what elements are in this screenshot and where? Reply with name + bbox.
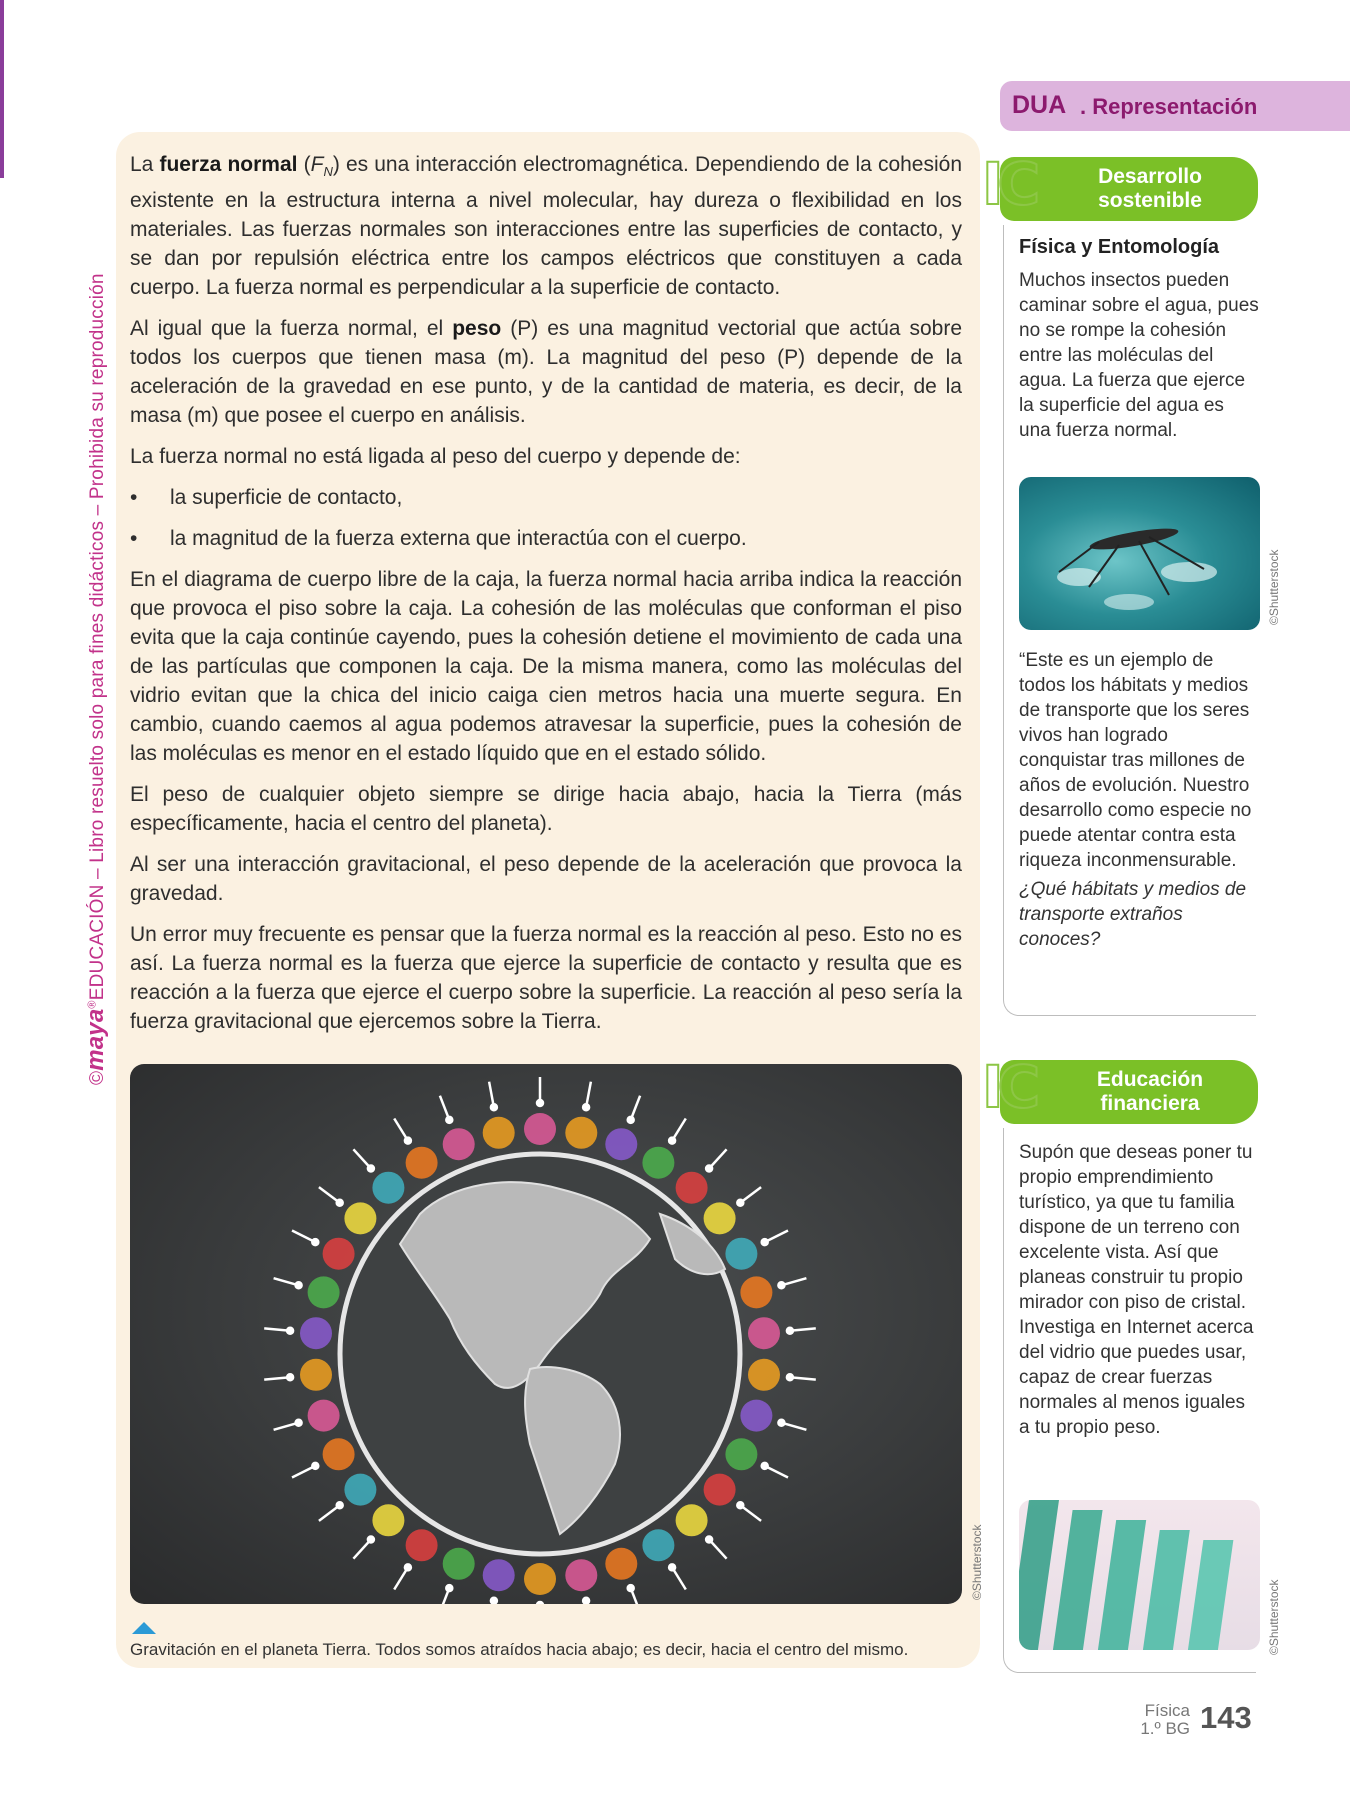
paragraph-weight: Al igual que la fuerza normal, el peso (P) es una magnitud vectorial que actúa sobre todos los cuerpos que tienen masa (m). La magnitud del peso (P) depende de la aceleración de la gravedad en ese punto, y de la cantidad de materia, es decir, de la masa (m) que posee el cuerpo en análisis.	[130, 317, 962, 428]
bullet-list	[130, 483, 962, 553]
side-text-financiera: Supón que deseas poner tu propio emprendimiento turístico, ya que tu familia dispone de un terreno con excelente vista. Así que planeas construir tu propio mirador con piso de cristal. Investiga en Internet acerca del vidrio que puedes usar, capaz de crear fuerzas normales al menos iguales a tu propio peso.	[1019, 1142, 1254, 1438]
earth-people-illustration	[130, 1064, 962, 1604]
paragraph-gravity: Al ser una interacción gravitacional, el peso depende de la aceleración que provoca la gravedad.	[130, 853, 962, 906]
water-strider-photo	[1019, 477, 1260, 630]
main-text	[130, 150, 962, 1048]
side-title-fisica-entomologia: Física y Entomología	[1019, 236, 1220, 258]
tab-desarrollo-sostenible: Desarrollo sostenible	[1000, 157, 1258, 221]
list-item: • la magnitud de la fuerza externa que interactúa con el cuerpo.	[130, 527, 747, 551]
term-fuerza-normal: fuerza normal	[159, 153, 298, 176]
tab-educacion-financiera: Educación financiera	[1000, 1060, 1258, 1124]
side-text-insects: Muchos insectos pueden caminar sobre el agua, pues no se rompe la cohesión entre las moléculas del agua. La fuerza que ejerce la superficie del agua es una fuerza normal.	[1019, 270, 1259, 441]
footer-subject: Física 1.º BG	[1140, 1701, 1190, 1738]
dua-header: DUA . Representación	[1000, 81, 1350, 131]
glass-photo-credit: ©Shutterstock	[1267, 1579, 1281, 1655]
insect-photo-credit: ©Shutterstock	[1267, 549, 1281, 625]
paragraph-common-error: Un error muy frecuente es pensar que la fuerza normal es la reacción al peso. Esto no es así. La fuerza normal es la fuerza que ejerce la superficie de contacto y resulta que es reacción a la fuerza que ejerce el cuerpo sobre la superficie. La reacción al peso sería la fuerza gravitacional que ejercemos sobre la Tierra.	[130, 923, 962, 1034]
chalkboard-earth-image	[130, 1064, 962, 1604]
vertical-copyright: ©maya®EDUCACIÓN – Libro resuelto solo para fines didácticos – Prohibida su reproducción	[82, 273, 109, 1085]
term-peso: peso	[452, 317, 502, 341]
paragraph-free-body: En el diagrama de cuerpo libre de la caja, la fuerza normal hacia arriba indica la reacción que provoca el piso sobre la caja. La cohesión de las moléculas que conforman el piso evita que la caja continúe cayendo, pues la cohesión detiene el movimiento de cada una de las partículas que componen la caja. De la misma manera, como las moléculas del vidrio evitan que la chica del inicio caiga cien metros hacia una muerte segura. En cambio, cuando caemos al agua podemos atravesar la superficie, pues la cohesión de las moléculas es menor en el estado líquido que en el estado sólido.	[130, 568, 962, 766]
image-credit: ©Shutterstock	[970, 1524, 984, 1600]
side-question: ¿Qué hábitats y medios de transporte extraños conoces?	[1019, 879, 1247, 950]
paragraph-normal-force: La fuerza normal $(F_N)$ es una interacción electromagnética. Dependiendo de la cohesión existente en la estructura interna a nivel molecular, hay dureza o flexibilidad en los materiales. Las fuerzas normales son interacciones entre las superficies de contacto, y se dan por repulsión eléctrica entre los campos eléctricos que constituyen a cada cuerpo. La fuerza normal es perpendicular a la superficie de contacto.	[130, 153, 963, 300]
caption-triangle-icon	[132, 1622, 156, 1634]
maya-logo-text: maya	[82, 1008, 109, 1071]
paragraph-weight-direction: El peso de cualquier objeto siempre se dirige hacia abajo, hacia la Tierra (más específicamente, hacia el centro del planeta).	[130, 783, 962, 836]
list-item: • la superficie de contacto,	[130, 486, 403, 510]
side-quote: “Este es un ejemplo de todos los hábitats y medios de transporte que los seres vivos han logrado conquistar tras millones de años de evolución. Nuestro desarrollo como especie no puede atentar contra esta riqueza inconmensurable. ¿Qué hábitats y medios de transporte extraños conoces?	[1019, 648, 1259, 952]
paragraph-depends: La fuerza normal no está ligada al peso del cuerpo y depende de:	[130, 445, 741, 469]
purple-edge-rule	[0, 0, 4, 178]
image-caption: Gravitación en el planeta Tierra. Todos somos atraídos hacia abajo; es decir, hacia el centro del mismo.	[130, 1640, 909, 1659]
ic-icon: IC	[982, 150, 1035, 218]
ic-icon: IC	[982, 1053, 1035, 1121]
glass-panels-photo	[1019, 1500, 1260, 1650]
page-number: 143	[1200, 1700, 1252, 1735]
